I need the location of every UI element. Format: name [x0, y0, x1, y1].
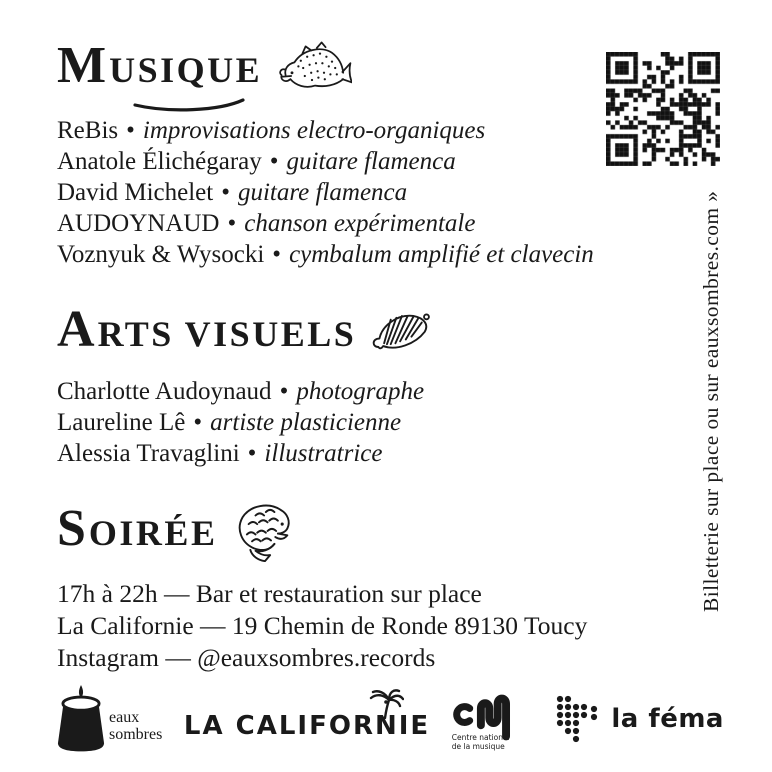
main-content	[57, 37, 682, 674]
artist-desc: cymbalum amplifié et clavecin	[289, 240, 594, 268]
artist-row	[57, 376, 682, 407]
heading-swash	[133, 98, 245, 112]
bullet: •	[221, 178, 230, 206]
artist-name: Voznyuk & Wysocki	[57, 240, 265, 268]
eaux-sombres-logo	[55, 685, 162, 753]
la-fema-logo	[555, 694, 724, 744]
info-line-instagram: Instagram — @eauxsombres.records	[57, 643, 436, 673]
artist-row	[57, 146, 682, 177]
bullet: •	[247, 440, 257, 468]
bullet: •	[269, 147, 279, 175]
section-musique	[57, 37, 682, 270]
curled-fish-icon	[231, 500, 311, 562]
artist-row	[57, 208, 682, 239]
candle-lampshade-icon	[55, 685, 107, 753]
musique-heading	[57, 37, 682, 103]
artist-row	[57, 177, 682, 208]
palm-tree-icon	[366, 689, 404, 719]
artist-name: Charlotte Audoynaud	[57, 378, 272, 406]
eaux-sombres-wordmark	[109, 709, 162, 743]
artist-name: ReBis	[57, 116, 119, 144]
artist-desc: guitare flamenca	[237, 178, 408, 206]
artist-name: David Michelet	[57, 178, 214, 206]
artist-row	[57, 407, 682, 438]
bullet: •	[126, 116, 135, 144]
info-line-address: La Californie — 19 Chemin de Ronde 89130 Toucy	[57, 611, 588, 641]
ticket-note-vertical: Billetterie sur place ou sur eauxsombres.com »	[699, 190, 723, 612]
eaux-line: eaux	[109, 709, 140, 726]
soiree-heading	[57, 500, 682, 568]
arts-visuels-title: ARTS VISUELS	[57, 300, 357, 358]
artist-name: Laureline Lê	[57, 409, 186, 437]
artist-row	[57, 438, 682, 469]
artist-desc: artiste plasticienne	[210, 409, 402, 437]
artist-name: AUDOYNAUD	[57, 209, 220, 237]
arts-visuels-artist-list	[57, 376, 682, 469]
la-fema-wordmark: la féma	[611, 704, 724, 734]
la-californie-logo	[184, 697, 430, 741]
cnm-tagline: Centre national de la musique	[451, 733, 510, 751]
artist-desc: chanson expérimentale	[244, 209, 476, 237]
artist-desc: photographe	[296, 378, 425, 406]
bullet: •	[272, 240, 282, 268]
qr-code	[606, 52, 720, 166]
artist-row	[57, 239, 682, 270]
sombres-line: sombres	[109, 726, 163, 743]
musique-title: MUSIQUE	[57, 37, 263, 94]
arts-visuels-heading	[57, 300, 682, 361]
bullet: •	[193, 409, 203, 437]
partner-logos	[55, 676, 724, 762]
section-soiree	[57, 500, 682, 674]
artist-row	[57, 115, 682, 146]
artist-name: Alessia Travaglini	[57, 440, 240, 468]
artist-desc: illustratrice	[264, 440, 383, 468]
spiral-shell-icon	[370, 308, 434, 354]
info-line-hours: 17h à 22h — Bar et restauration sur place	[57, 579, 482, 609]
event-info	[57, 578, 682, 674]
soiree-title: SOIRÉE	[57, 500, 218, 558]
trout-fish-icon	[276, 39, 352, 97]
la-californie-wordmark: LA CALIFORNIE	[183, 711, 431, 741]
artist-name: Anatole Élichégaray	[57, 147, 262, 175]
artist-desc: improvisations electro-organiques	[142, 116, 486, 144]
artist-desc: guitare flamenca	[286, 147, 456, 175]
cnm-logo	[452, 687, 534, 751]
musique-artist-list	[57, 115, 682, 270]
fema-dots-icon	[555, 694, 599, 744]
bullet: •	[279, 378, 289, 406]
bullet: •	[227, 209, 237, 237]
section-arts-visuels	[57, 300, 682, 470]
